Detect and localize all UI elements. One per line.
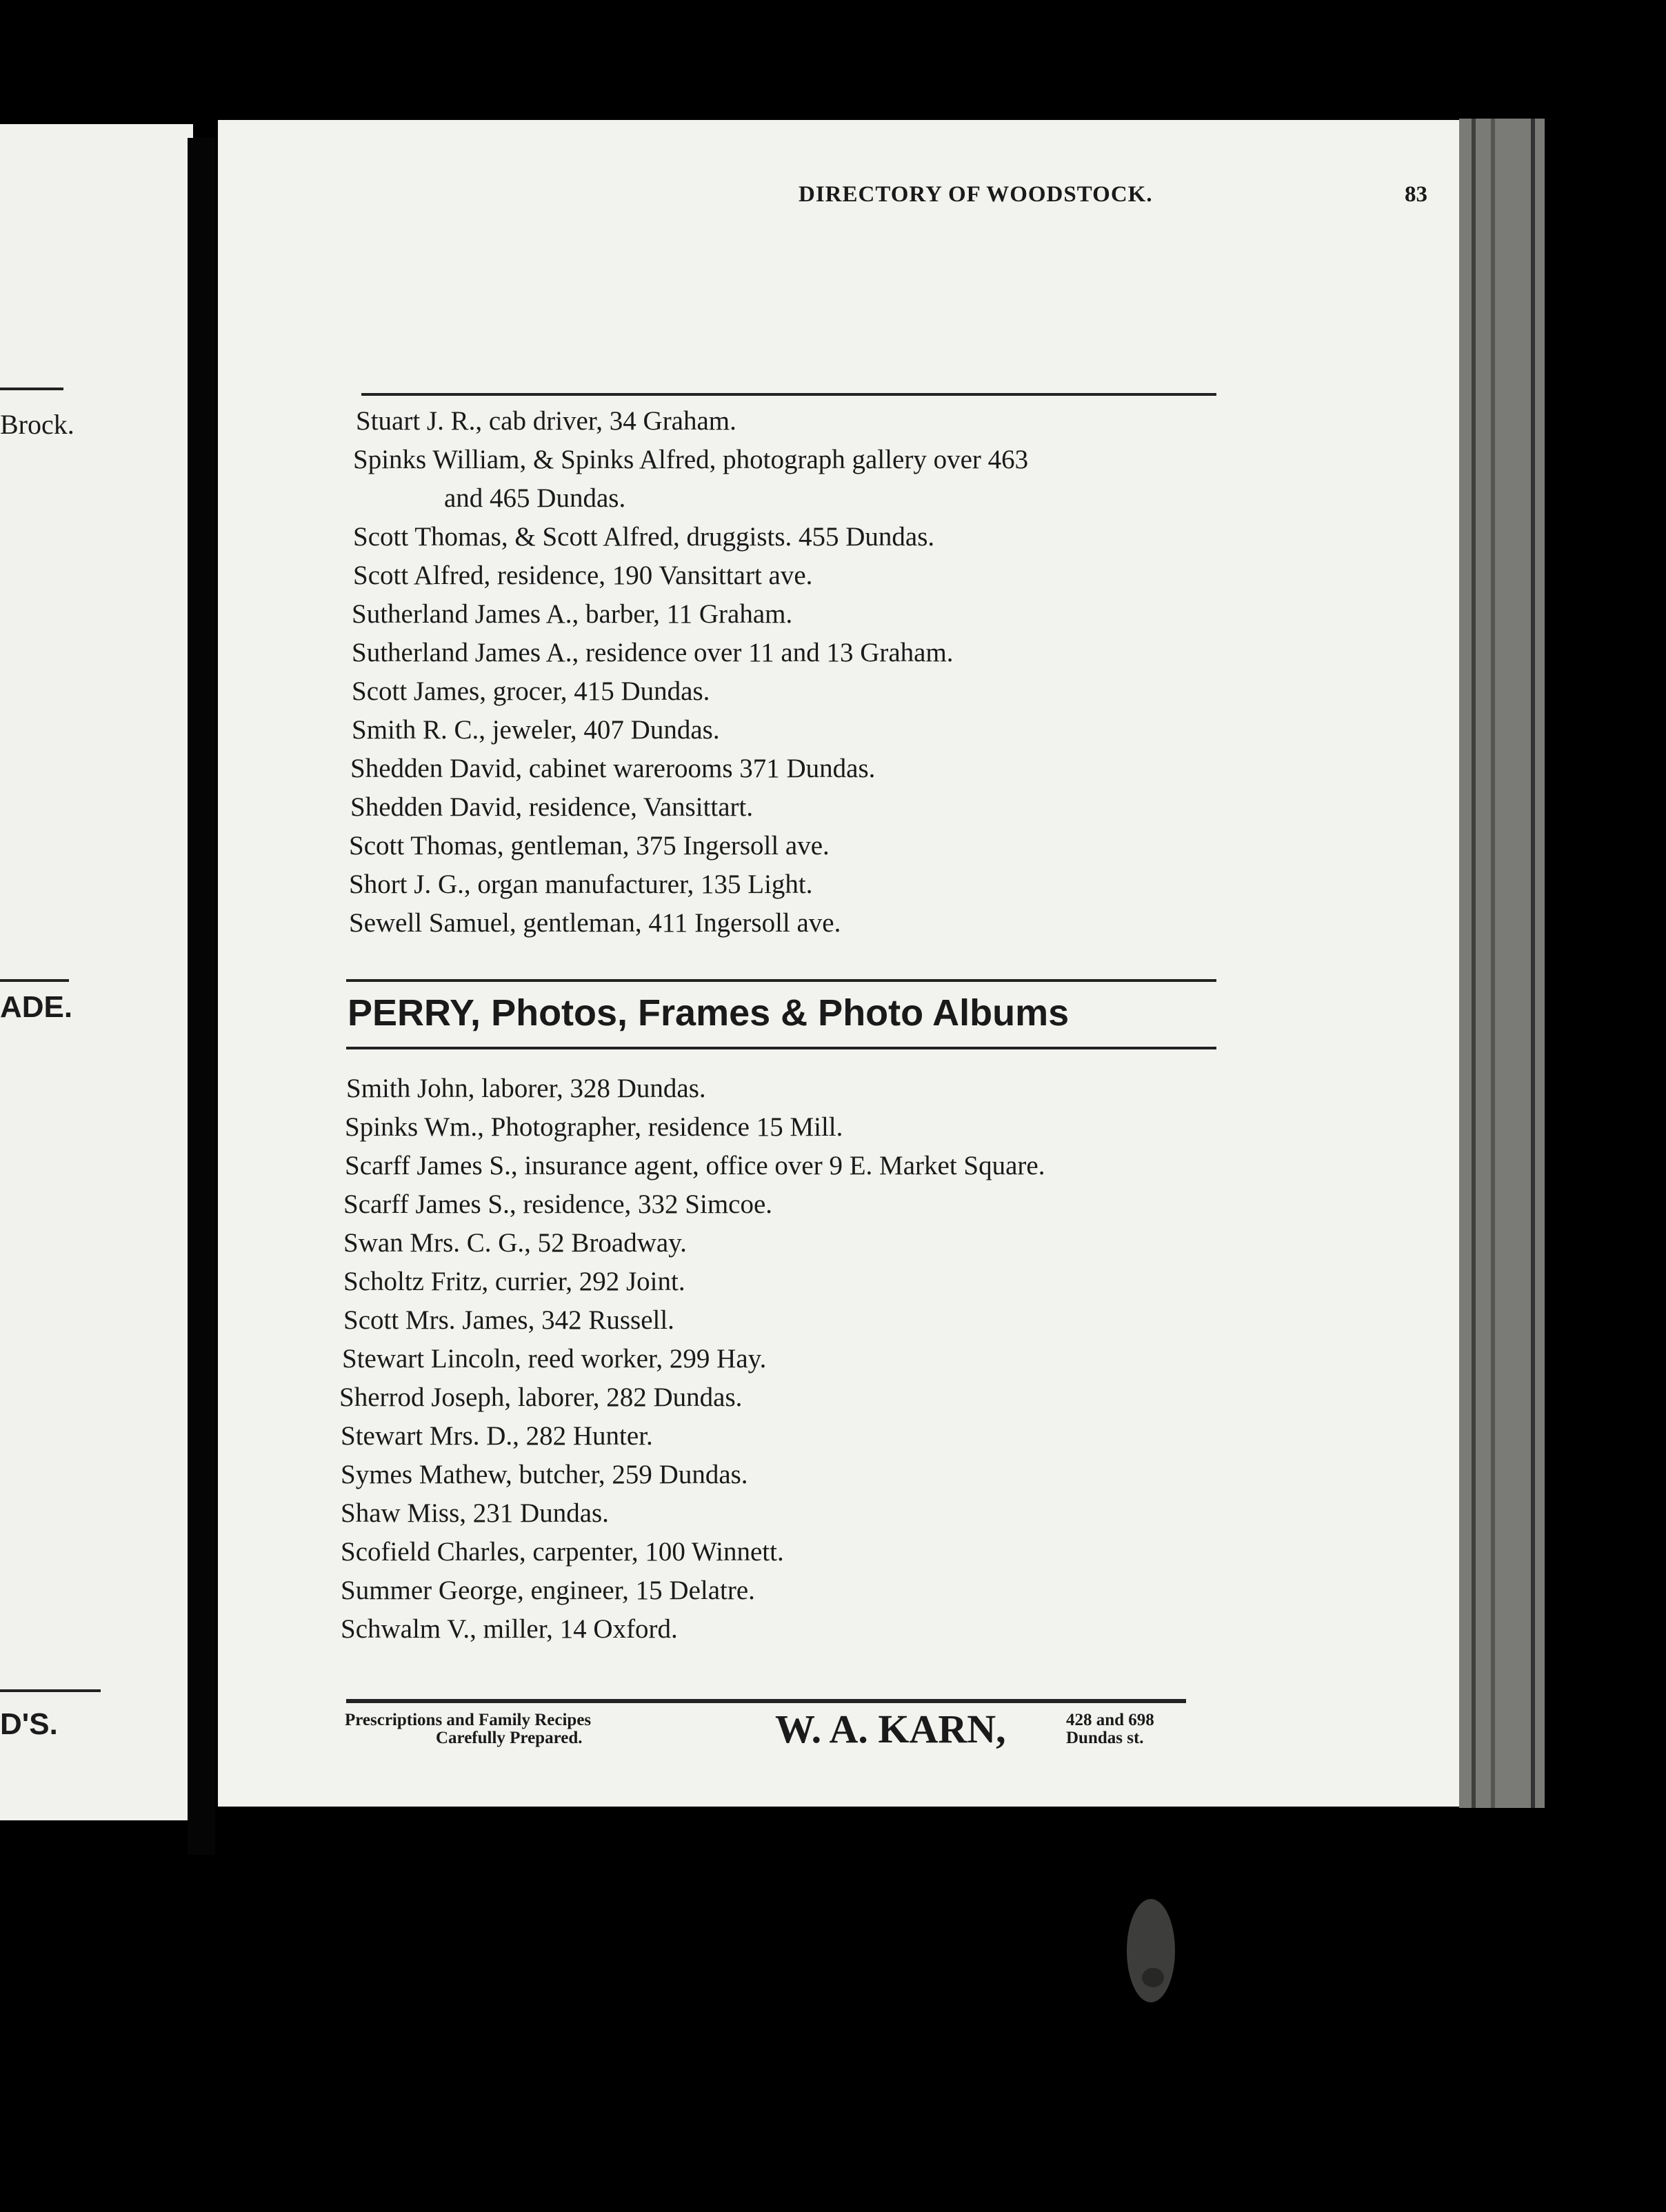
directory-entry: Swan Mrs. C. G., 52 Broadway. (343, 1228, 687, 1258)
directory-entry: Sutherland James A., residence over 11 and 13 Graham. (352, 638, 954, 667)
left-page-rule (0, 388, 63, 390)
footer-tagline-line2: Carefully Prepared. (436, 1729, 583, 1747)
directory-entry: Schwalm V., miller, 14 Oxford. (341, 1614, 678, 1644)
footer-address-line1: 428 and 698 (1066, 1711, 1154, 1729)
left-page-snippet: D'S. (0, 1707, 58, 1741)
footer-tagline (345, 1711, 591, 1747)
directory-entry: Sherrod Joseph, laborer, 282 Dundas. (339, 1382, 743, 1412)
footer-address-line2: Dundas st. (1066, 1729, 1144, 1747)
directory-entry: Scott Thomas, & Scott Alfred, druggists. 455 Dundas. (353, 522, 935, 552)
page-stain (1142, 1968, 1164, 1987)
left-page-rule (0, 979, 69, 982)
page-number: 83 (1405, 182, 1427, 207)
book-gutter (188, 138, 215, 1855)
directory-entry: Stuart J. R., cab driver, 34 Graham. (356, 406, 736, 436)
footer-rule (346, 1699, 1186, 1703)
header-rule (361, 393, 1216, 396)
left-page-snippet: ADE. (0, 990, 73, 1024)
perry-advertisement: PERRY, Photos, Frames & Photo Albums (348, 992, 1070, 1034)
directory-entry: Scholtz Fritz, currier, 292 Joint. (343, 1267, 685, 1296)
footer-advertiser-name: W. A. KARN, (775, 1707, 1006, 1751)
directory-entry: Smith R. C., jeweler, 407 Dundas. (352, 715, 720, 745)
directory-entry: Scott Thomas, gentleman, 375 Ingersoll ave. (349, 831, 830, 861)
footer-address (1066, 1711, 1154, 1747)
directory-entry-continuation: and 465 Dundas. (444, 483, 626, 513)
directory-entry: Symes Mathew, butcher, 259 Dundas. (341, 1460, 748, 1489)
directory-entry: Sewell Samuel, gentleman, 411 Ingersoll ave. (349, 908, 841, 938)
directory-entry: Spinks Wm., Photographer, residence 15 Mill. (345, 1112, 843, 1142)
page-title: DIRECTORY OF WOODSTOCK. (799, 182, 1153, 207)
ad-rule-top (346, 979, 1216, 982)
directory-entry: Stewart Mrs. D., 282 Hunter. (341, 1421, 653, 1451)
directory-entry: Shedden David, cabinet warerooms 371 Dundas. (350, 754, 876, 783)
footer-tagline-line1: Prescriptions and Family Recipes (345, 1711, 592, 1729)
directory-entry: Stewart Lincoln, reed worker, 299 Hay. (342, 1344, 767, 1374)
directory-entry: Spinks William, & Spinks Alfred, photograph gallery over 463 (353, 445, 1029, 474)
directory-entry: Summer George, engineer, 15 Delatre. (341, 1576, 755, 1605)
directory-entry: Scott Mrs. James, 342 Russell. (343, 1305, 674, 1335)
left-page-fragment (0, 124, 193, 1820)
directory-entry: Scarff James S., residence, 332 Simcoe. (343, 1189, 773, 1219)
directory-entry: Scarff James S., insurance agent, office over 9 E. Market Square. (345, 1151, 1045, 1180)
directory-entry: Short J. G., organ manufacturer, 135 Light. (349, 869, 813, 899)
ad-rule-bottom (346, 1047, 1216, 1049)
directory-entry: Scofield Charles, carpenter, 100 Winnett. (341, 1537, 784, 1567)
book-edge (1459, 119, 1545, 1808)
directory-entry: Scott James, grocer, 415 Dundas. (352, 676, 710, 706)
directory-entry: Sutherland James A., barber, 11 Graham. (352, 599, 793, 629)
directory-entry: Scott Alfred, residence, 190 Vansittart ave. (353, 561, 813, 590)
directory-entry: Shedden David, residence, Vansittart. (350, 792, 754, 822)
left-page-snippet: Brock. (0, 409, 74, 440)
directory-entry: Shaw Miss, 231 Dundas. (341, 1498, 609, 1528)
left-page-rule (0, 1689, 101, 1692)
directory-page (218, 120, 1467, 1807)
directory-entry: Smith John, laborer, 328 Dundas. (346, 1074, 706, 1103)
